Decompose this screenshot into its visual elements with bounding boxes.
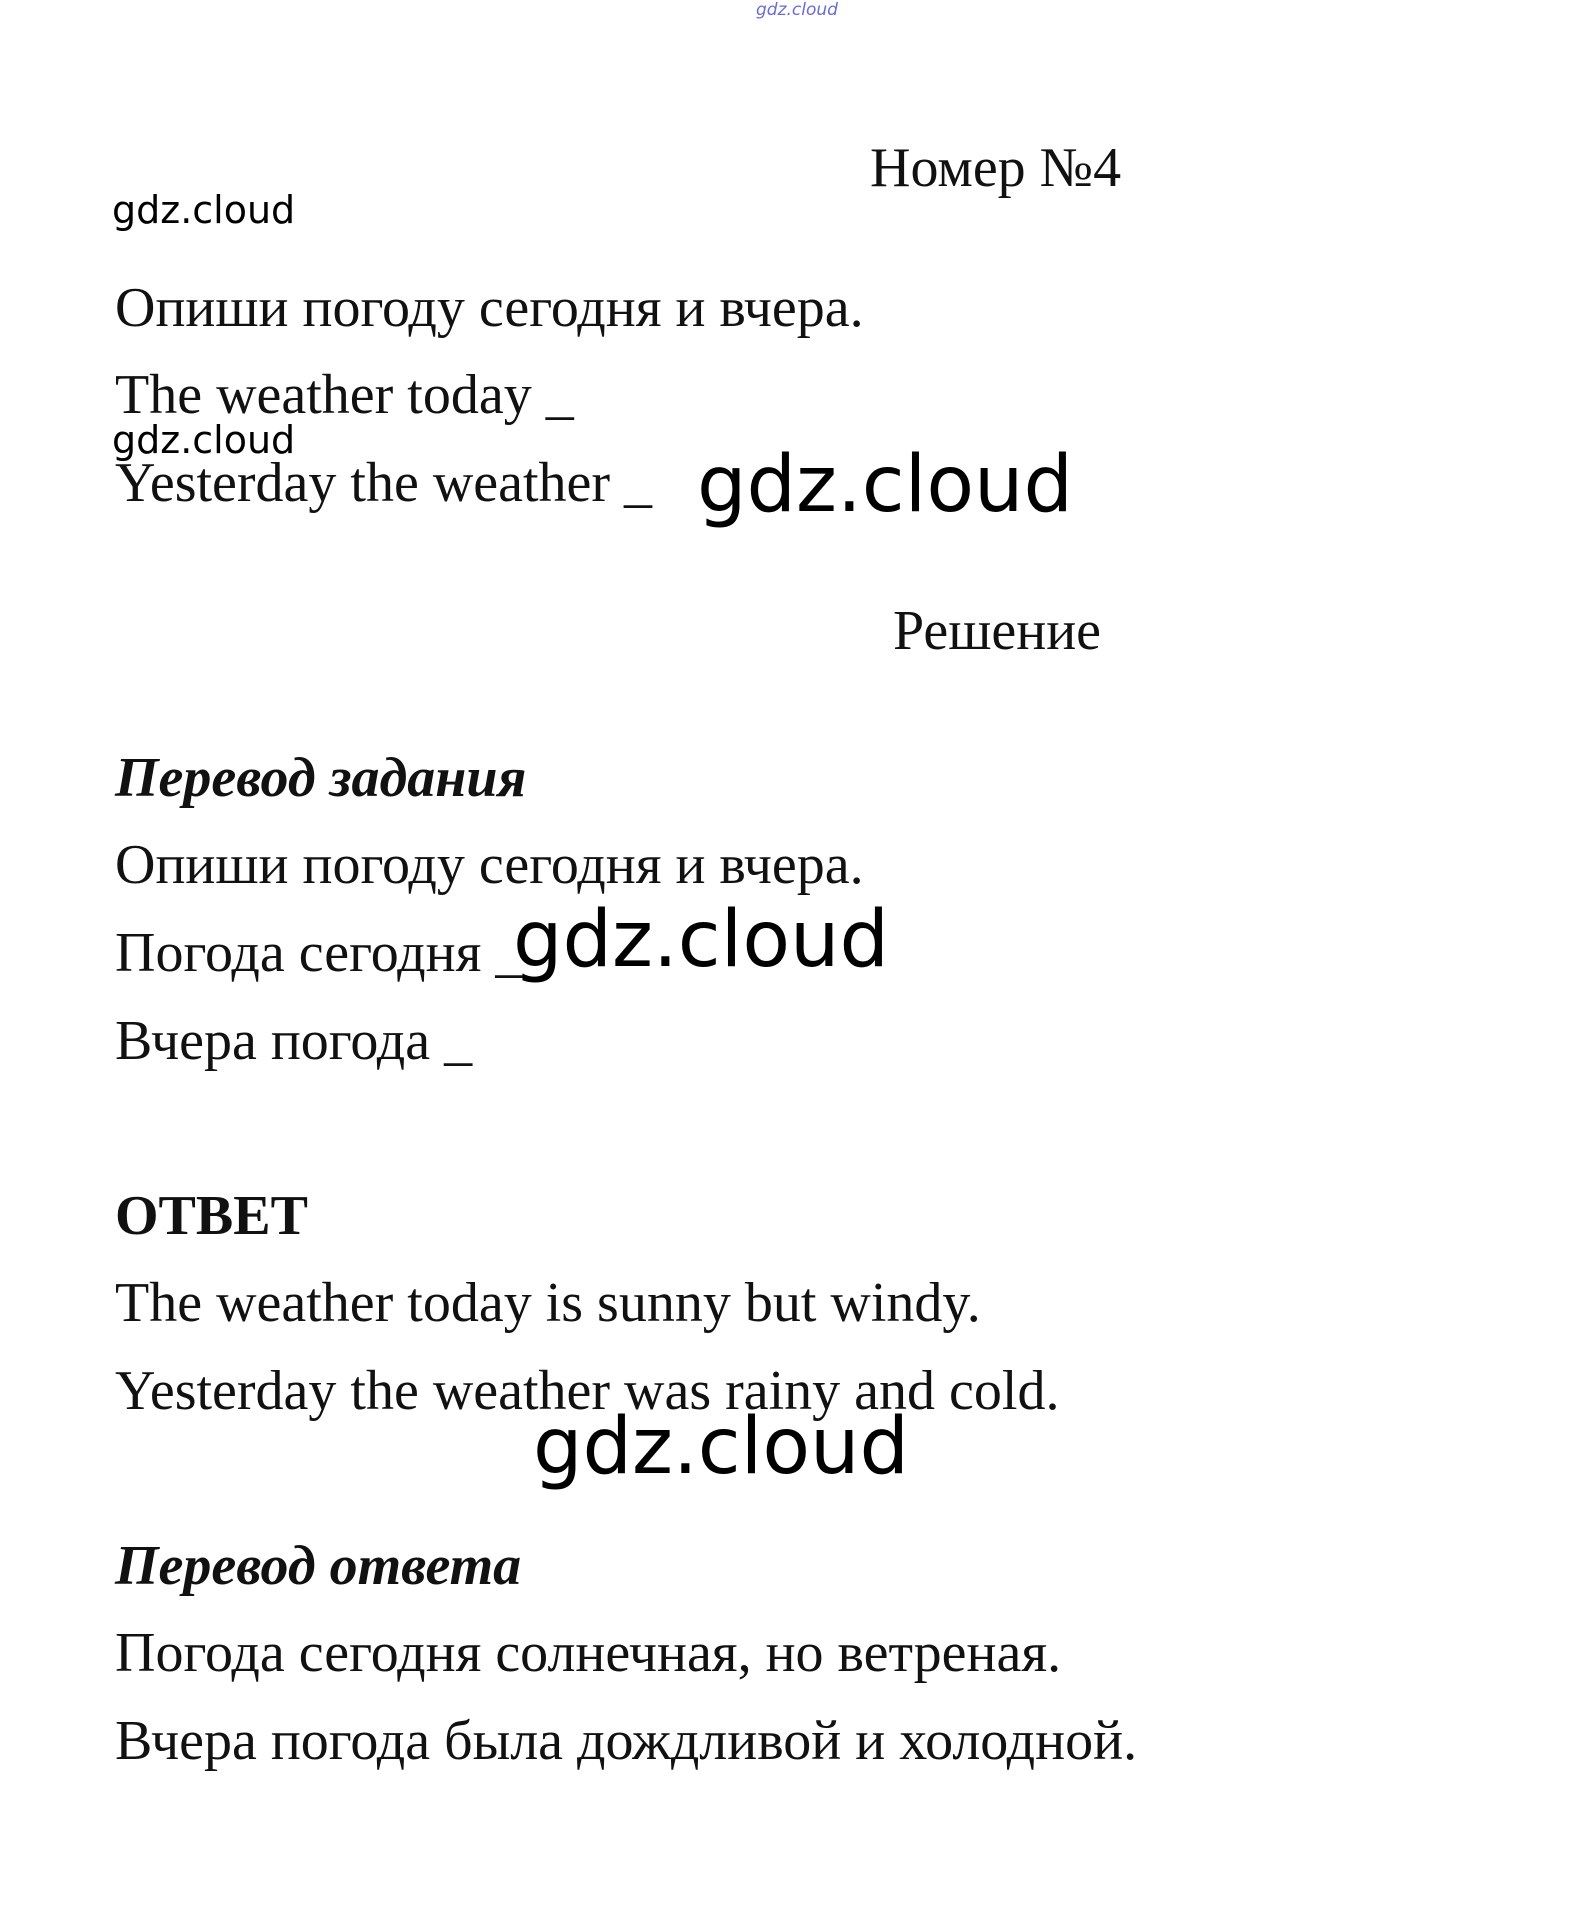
watermark-large-3: gdz.cloud [533,1402,909,1492]
answer-translation-heading: Перевод ответа [115,1535,522,1597]
task-number: Номер №4 [870,137,1122,199]
watermark-top: gdz.cloud [756,0,838,20]
answer-heading: ОТВЕТ [115,1185,308,1247]
watermark-large-2: gdz.cloud [513,895,889,985]
task-line-2: Yesterday the weather _ [115,452,653,514]
answer-line-1: The weather today is sunny but windy. [115,1272,981,1334]
answer-translation-line-1: Погода сегодня солнечная, но ветреная. [115,1622,1062,1684]
answer-line-2: Yesterday the weather was rainy and cold. [115,1360,1060,1422]
watermark-small-1: gdz.cloud [112,188,296,232]
watermark-large-1: gdz.cloud [697,440,1073,530]
task-translation-line-2: Вчера погода _ [115,1010,473,1072]
answer-translation-line-2: Вчера погода была дождливой и холодной. [115,1710,1138,1772]
task-line-1: The weather today _ [115,364,574,426]
task-instruction: Опиши погоду сегодня и вчера. [115,277,864,339]
solution-label: Решение [893,600,1102,662]
task-translation-heading: Перевод задания [115,747,527,809]
task-translation-line-1: Погода сегодня _ [115,922,524,984]
task-translation-instruction: Опиши погоду сегодня и вчера. [115,834,864,896]
watermark-small-2: gdz.cloud [112,418,296,462]
